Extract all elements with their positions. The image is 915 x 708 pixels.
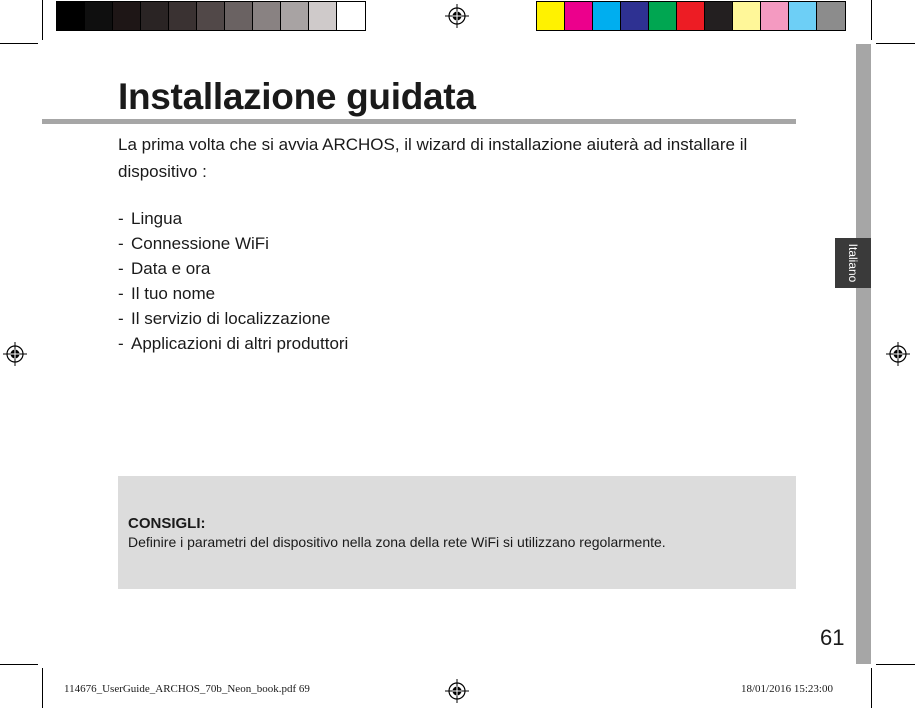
list-item [118, 206, 348, 231]
gray-swatch [169, 2, 197, 30]
crop-mark [42, 0, 43, 40]
registration-target-icon [445, 679, 469, 703]
process-swatch [817, 2, 845, 30]
list-item [118, 231, 348, 256]
registration-target-icon [886, 342, 910, 366]
print-datetime: 18/01/2016 15:23:00 [741, 683, 833, 695]
process-swatch [761, 2, 789, 30]
process-swatch [593, 2, 621, 30]
list-item-text: Applicazioni di altri produttori [131, 334, 349, 353]
process-swatch [733, 2, 761, 30]
crop-mark [876, 43, 915, 44]
gray-swatch [225, 2, 253, 30]
language-tab-label: Italiano [846, 243, 860, 283]
print-file-info: 114676_UserGuide_ARCHOS_70b_Neon_book.pdf 69 [64, 683, 310, 695]
gray-swatch [57, 2, 85, 30]
list-item [118, 331, 348, 356]
crop-mark [871, 668, 872, 708]
list-marker: - [118, 334, 124, 353]
crop-mark [42, 668, 43, 708]
list-marker: - [118, 234, 124, 253]
process-color-bar [536, 1, 846, 31]
process-swatch [537, 2, 565, 30]
list-marker: - [118, 259, 124, 278]
process-swatch [677, 2, 705, 30]
process-swatch [565, 2, 593, 30]
crop-mark [876, 664, 915, 665]
gray-swatch [337, 2, 365, 30]
list-item [118, 281, 348, 306]
process-swatch [705, 2, 733, 30]
crop-mark [871, 0, 872, 40]
gray-swatch [85, 2, 113, 30]
gray-color-bar [56, 1, 366, 31]
setup-steps-list [118, 206, 348, 356]
list-marker: - [118, 284, 124, 303]
gray-swatch [309, 2, 337, 30]
gray-swatch [281, 2, 309, 30]
process-swatch [621, 2, 649, 30]
list-item [118, 306, 348, 331]
list-item-text: Il servizio di localizzazione [131, 309, 331, 328]
list-item-text: Data e ora [131, 259, 211, 278]
list-item-text: Lingua [131, 209, 183, 228]
page-edge-bar [856, 44, 871, 664]
list-item-text: Il tuo nome [131, 284, 216, 303]
gray-swatch [141, 2, 169, 30]
intro-paragraph: La prima volta che si avvia ARCHOS, il wizard di installazione aiuterà ad installare il dispositivo : [118, 135, 748, 181]
title-rule [42, 119, 796, 124]
page-title: Installazione guidata [118, 76, 476, 117]
registration-target-icon [3, 342, 27, 366]
page-number: 61 [820, 625, 845, 650]
process-swatch [789, 2, 817, 30]
crop-mark [0, 43, 38, 44]
tip-title: CONSIGLI: [128, 515, 206, 532]
list-marker: - [118, 209, 124, 228]
list-item [118, 256, 348, 281]
crop-mark [0, 664, 38, 665]
gray-swatch [253, 2, 281, 30]
gray-swatch [113, 2, 141, 30]
gray-swatch [197, 2, 225, 30]
language-tab [835, 238, 871, 288]
list-item-text: Connessione WiFi [131, 234, 269, 253]
list-marker: - [118, 309, 124, 328]
process-swatch [649, 2, 677, 30]
tip-box [118, 476, 796, 589]
registration-target-icon [445, 4, 469, 28]
tip-text: Definire i parametri del dispositivo nella zona della rete WiFi si utilizzano regolarmente. [128, 534, 666, 550]
